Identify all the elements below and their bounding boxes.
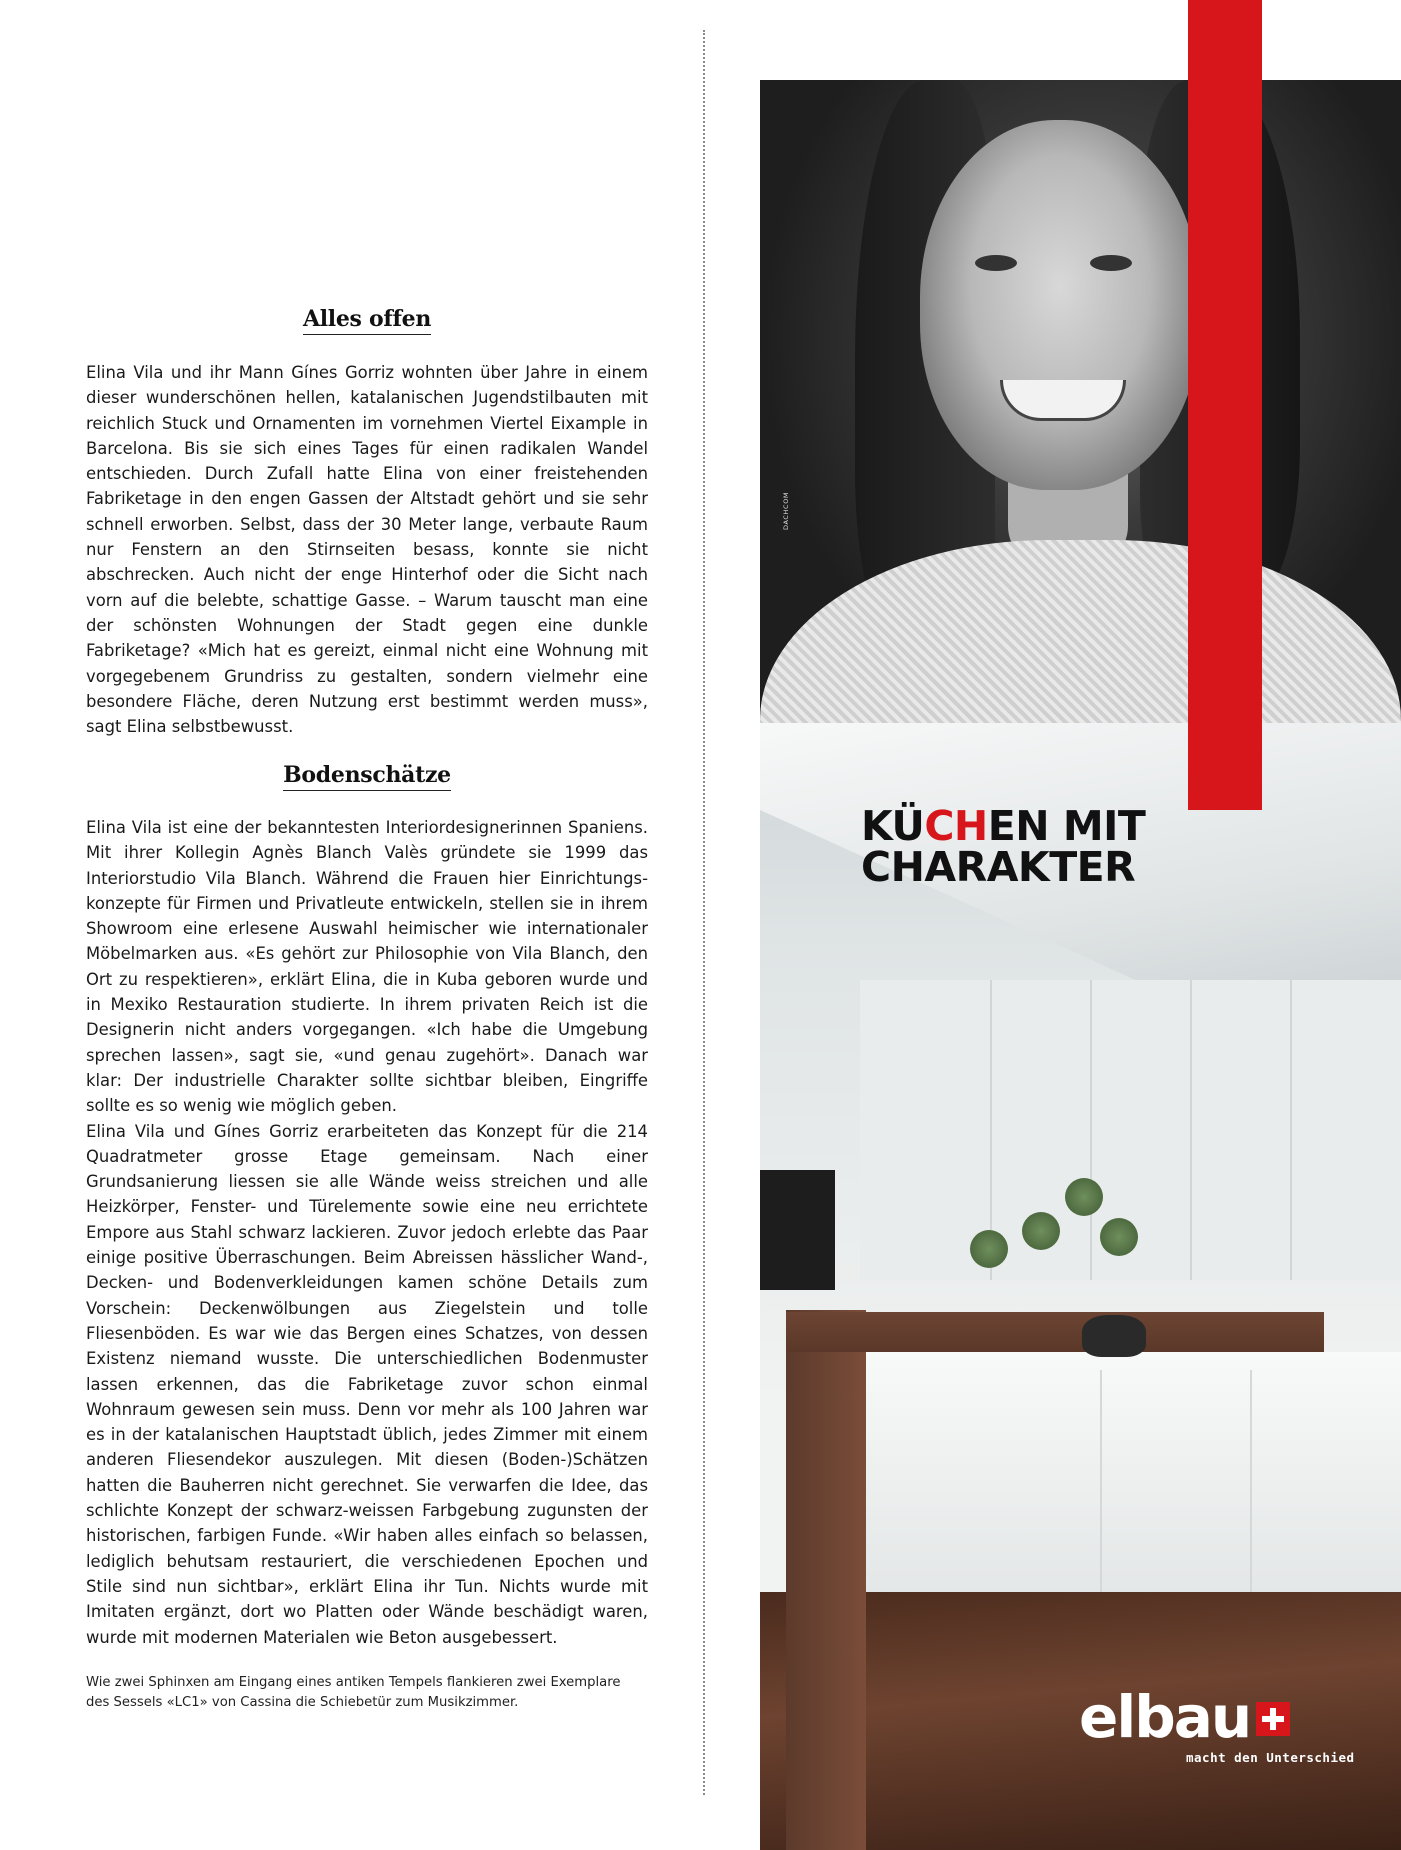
- photo-caption: Wie zwei Sphinxen am Eingang eines antiken Tempels flankieren zwei Exemplare des Sessels «LC1» von Cassina die Schiebetür zum Musikzimmer.: [86, 1675, 621, 1710]
- ad-headline: KÜCHEN MIT CHARAKTER: [861, 802, 1146, 891]
- article-paragraph: Elina Vila und Gínes Gorriz erarbeiteten das Konzept für die 214 Quadratmeter grosse Etage gemeinsam. Nach einer Grundsanierung liessen sie alle Wände weiss streichen und alle Heizkörper, Fenster- und Türelemente sowie eine neu errichtete Empore aus Stahl schwarz lackieren. Zuvor jedoch erlebte das Paar einige positive Überraschungen. Beim Abreissen hässlicher Wand-, Decken- und Bodenverkleidungen kamen schöne Details zum Vorschein: Deckenwölbungen aus Ziegelstein und tolle Fliesenböden. Es war wie das Bergen eines Schatzes, von dessen Existenz niemand wusste. Die unterschiedlichen Bodenmuster lassen erkennen, das die Fabriketage zuvor schon einmal Wohnraum gewesen sein muss. Denn vor mehr als 100 Jahren war es in der katalanischen Hauptstadt üblich, jedes Zimmer mit einem anderen Fliesendekor auszulegen. Mit diesen (Boden-)Schätzen hatten die Bauherren nicht gerechnet. Sie verwarfen die Idee, das schlichte Konzept der schwarz-weissen Farbgebung zugunsten der historischen, farbigen Funde. «Wir haben alles einfach so belassen, lediglich behutsam restauriert, die verschiedenen Epochen und Stile sind nun sichtbar», erklärt Elina ihr Tun. Nichts wurde mit Imitaten ergänzt, dort wo Platten oder Wände beschädigt waren, wurde mit modernen Materialen wie Beton ausgebessert.: [86, 1121, 648, 1647]
- section-alles-offen: [86, 306, 648, 332]
- article-paragraph: Elina Vila und ihr Mann Gínes Gorriz wohnten über Jahre in einem dieser wunderschönen hellen, katalanischen Jugendstilbauten mit reichlich Stuck und Ornamenten im vornehmen Viertel Eixample in Barcelona. Bis sie sich eines Tages für einen radikalen Wandel entschieden. Durch Zufall hatte Elina von einer freistehenden Fabriketage in den engen Gassen der Altstadt gehört und sie sehr schnell erworben. Selbst, dass der 30 Meter lange, verbaute Raum nur Fenstern an den Stirnseiten besass, konnte sie nicht abschrecken. Auch nicht der enge Hinterhof oder die Sicht nach vorn auf die belebte, schattige Gasse. – Warum tauscht man eine der schönsten Wohnungen der Stadt gegen eine dunkle Fabriketage? «Mich hat es gereizt, einmal nicht eine Wohnung mit vorgegebenem Grundriss zu gestalten, sondern vielmehr eine besondere Fläche, deren Nutzung erst bestimmt werden muss», sagt Elina selbstbewusst.: [86, 363, 648, 737]
- portrait-photo: [760, 80, 1401, 723]
- section-alles-offen-body: [86, 360, 648, 739]
- section-bodenschaetze-body: [86, 815, 648, 1650]
- photo-credit: DACHCOM: [782, 491, 790, 530]
- brand-tagline: macht den Unterschied: [1186, 1750, 1355, 1765]
- elbau-advertisement: [760, 80, 1401, 1850]
- column-divider: [703, 30, 705, 1795]
- section-bodenschaetze: [86, 762, 648, 788]
- section-heading: Alles offen: [86, 306, 648, 332]
- elbau-logo: elbau: [1079, 1683, 1251, 1751]
- section-heading: Bodenschätze: [86, 762, 648, 788]
- red-accent-bar: [1188, 0, 1262, 810]
- swiss-cross-icon: [1256, 1702, 1290, 1736]
- photo-caption-block: [86, 1673, 648, 1713]
- article-paragraph: Elina Vila ist eine der bekanntesten Interiordesignerinnen Spaniens. Mit ihrer Kollegin Agnès Blanch Valès gründete sie 1999 das Interiorstudio Vila Blanch. Während die Frauen hier Einrichtungskonzepte für Firmen und Privatleute entwickeln, stellen sie in ihrem Showroom eine erlesene Auswahl heimischer wie internationaler Möbelmarken aus. «Es gehört zur Philosophie von Vila Blanch, den Ort zu respektieren», erklärt Elina, die in Kuba geboren wurde und in Mexiko Restauration studierte. In ihrem privaten Reich ist die Designerin nicht anders vorgegangen. «Ich habe die Umgebung sprechen lassen», sagt sie, «und genau zugehört». Danach war klar: Der industrielle Charakter sollte sichtbar bleiben, Eingriffe sollte es so wenig wie möglich geben.: [86, 818, 648, 1116]
